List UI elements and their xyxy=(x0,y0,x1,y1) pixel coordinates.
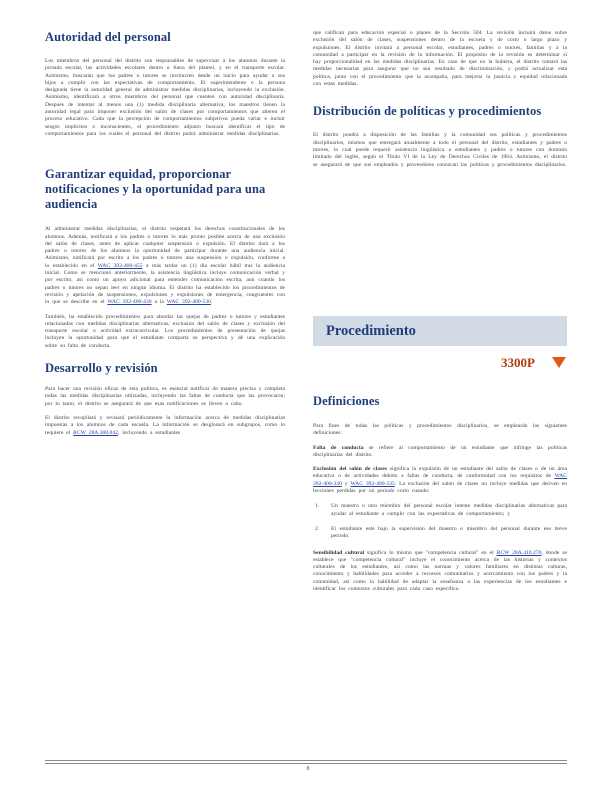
exclusion-text-c: . La exclusión del salón de clases no incluye medidas que deriven en lecciones perdidas por un periodo corto cuando: xyxy=(313,480,567,495)
procedimiento-banner xyxy=(313,316,567,346)
garantizar-heading: Garantizar equidad, proporcionar notificaciones y la oportunidad para una audiencia xyxy=(45,167,266,212)
desarrollo-paragraph-2 xyxy=(45,415,285,437)
down-triangle-icon xyxy=(552,357,566,368)
list-item xyxy=(313,503,567,518)
sensibilidad-cultural-definition xyxy=(313,550,567,594)
wac-392-400-330-link[interactable]: WAC 392-400-330 xyxy=(313,473,567,487)
footer-rule-bottom xyxy=(45,763,567,764)
desarrollo-paragraph-1: Para hacer una revisión eficaz de esta política, es esencial notificar de manera precisa y completa todas las medidas disciplinarias utilizadas, incluyendo las faltas de conducta que las provocaron; por lo tanto, el distrito se asegurará de que esas notificaciones se lleven a cabo. xyxy=(45,386,285,407)
garantizar-paragraph-1 xyxy=(45,226,285,306)
list-item-number: 2. xyxy=(315,525,320,532)
definiciones-intro: Para fines de todas las políticas y procedimientos disciplinarios, se emplearán las siguientes definiciones: xyxy=(313,423,567,437)
left-column xyxy=(45,30,285,437)
definiciones-heading: Definiciones xyxy=(313,394,380,408)
wac-392-400-455-link[interactable]: WAC 392-400-455 xyxy=(97,262,143,269)
wac-392-400-530-link[interactable]: WAC 392-400-530 xyxy=(166,299,211,306)
wac-392-400-335-link[interactable]: WAC 392-400-335 xyxy=(350,480,395,487)
distribucion-heading: Distribución de políticas y procedimientos xyxy=(313,104,542,119)
falta-de-conducta-term: Falta de conducta xyxy=(313,444,364,451)
page-number: 8 xyxy=(306,766,310,772)
list-item-text: Un maestro u otro miembro del personal escolar intente medidas disciplinarias alternativas para ayudar al estudiante a cumplir con las expectativas de comportamiento; y xyxy=(331,503,567,517)
exclusion-definition xyxy=(313,466,567,495)
autoridad-heading: Autoridad del personal xyxy=(45,30,171,44)
desarrollo-text-b: , incluyendo a estudiantes xyxy=(117,429,181,436)
policy-code: 3300P xyxy=(501,355,535,370)
distribucion-paragraph: El distrito pondrá a disposición de las familias y la comunidad sus políticas y procedimientos disciplinarios, mismos que entregará anualmente a todo el personal del distrito, estudiantes y padres o tutores, lo cual puede requerir asistencia lingüística a estudiantes y padres o tutores con dominio limitado del inglés, según el Título VI de la Ley de Derechos Civiles de 1964. Asimismo, el distrito se asegurará de que sus empleados y proveedores conozcan las políticas y procedimientos disciplinarios. xyxy=(313,132,567,168)
garantizar-text-d: . xyxy=(210,299,213,306)
garantizar-text-c: a la xyxy=(151,299,167,306)
right-column-lower xyxy=(313,394,567,593)
revision-continuation-paragraph: que califican para educación especial o planes de la Sección 504. La revisión incluirá datos sobre exclusión del salón de clases, suspensiones dentro de la escuela y de corto o largo plazo y expulsiones. El distrito invitará a personal escolar, estudiantes, padres o tutores, familias y a la comunidad a participar en la revisión de la información. El propósito de la revisión es determinar si hay proporcionalidad en las medidas disciplinarias. En caso de que no la hubiera, el distrito tomará las medidas necesarias para asegurar que no sea resultado de discriminación, y podrá actualizar esta política, junto con el procedimiento que la acompaña, para mejorar la justicia y equidad relacionada con estas medidas. xyxy=(313,30,567,88)
exclusion-text-a: significa la expulsión de un estudiante del salón de clases o de un área educativa o de actividades debido a faltas de conducta, de conformidad con los requisitos de xyxy=(313,466,567,480)
rcw-28a-410-270-link[interactable]: RCW 28A.410.270 xyxy=(496,549,542,556)
right-column-upper xyxy=(313,30,567,169)
garantizar-paragraph-2: También, ha establecido procedimientos para abordar las quejas de padres o tutores y estudiantes relacionadas con medidas disciplinarias alternativas, exclusión del salón de clases y exclusión del transporte escolar o actividad extracurricular. Los procedimientos de presentación de quejas incluyen la oportunidad para que el estudiante comparta su perspectiva y dé una explicación sobre su falta de conducta. xyxy=(45,313,285,349)
garantizar-text-a: Al administrar medidas disciplinarias, el distrito respetará los derechos constitucionales de los alumnos. Además, notificará a los padres o tutores lo más pronto posible acerca de una exclusión del salón de clases, antes de aplicar cualquier suspensión o expulsión. El distrito dará a los padres o tutores de los alumnos la oportunidad de participar durante una audiencia inicial. Asimismo, notificará por escrito a los padres o tutores una suspensión o expulsión, conforme a lo establecido en el xyxy=(45,226,285,269)
exclusion-term: Exclusión del salón de clases xyxy=(313,466,387,473)
autoridad-paragraph: Los miembros del personal del distrito son responsables de supervisar a los alumnos durante la jornada escolar, las actividades escolares dentro o fuera del plantel, y en el transporte escolar. Asimismo, buscarán que los padres o tutores se involucren desde un inicio para ayudar a sus hijos a cumplir con las expectativas de comportamiento. El superintendente o la persona designada tiene la autoridad general de administrar medidas disciplinarias, incluyendo la exclusión. Asimismo, identificará a otros miembros del personal que cuenten con autoridad disciplinaria. Después de intentar al menos una (1) medida disciplinaria alternativa, los maestros tienen la autoridad legal para imponer exclusión del salón de clases por comportamientos que alteren el proceso educativo. Cada que la percepción de comportamientos subjetivos pueda variar e incluir sesgos implícitos o inconscientes, el procedimiento adjunto buscará identificar el tipo de comportamientos para los cuales el personal del distrito podrá administrar medidas disciplinarias. xyxy=(45,58,285,137)
list-item-text: El estudiante esté bajo la supervisión del maestro o miembro del personal durante ese breve periodo. xyxy=(331,525,567,540)
list-item xyxy=(313,526,567,541)
list-item-number: 1. xyxy=(315,503,320,510)
falta-de-conducta-text: se refiere al comportamiento de un estudiante que infringe las políticas disciplinarias del distrito. xyxy=(313,444,567,458)
footer-rule-top xyxy=(45,760,567,761)
sensibilidad-text-b: , donde se establece que "competencia cultural" incluye el conocimiento acerca de las historias y contextos culturales de los estudiantes, así como las normas y valores familiares en distintas culturas, conocimiento y habilidades para acceder a recursos comunitarios y acercamiento con los padres y la comunidad, así como la habilidad de adaptar la enseñanza a las experiencias de los estudiantes e identificar los contextos culturales para cada caso específico. xyxy=(313,549,567,593)
sensibilidad-text-a: significa lo mismo que "competencia cultural" en el xyxy=(364,549,497,556)
garantizar-text-b: a más tardar un (1) día escolar hábil tras la audiencia inicial. Como se mencionó anteriormente, la asistencia lingüística incluye comunicación verbal y por escrito, así como un apoyo adicional para entender comunicación escrita, aun cuando los padres o tutores no sepan leer en ningún idioma. El distrito ha establecido los procedimientos de revisión y apelación de suspensiones, expulsiones y expulsiones de emergencia, congruentes con lo que se describe en el xyxy=(45,262,285,306)
desarrollo-text-a: El distrito recopilará y revisará periódicamente la información acerca de medidas disciplinarias impuestas a los alumnos de cada escuela. La información se desglosará en subgrupos, como lo requiere el xyxy=(45,414,285,436)
exclusion-text-b: y xyxy=(341,480,351,487)
procedimiento-title: Procedimiento xyxy=(326,323,416,339)
wac-392-400-430-link[interactable]: WAC 392-400-430 xyxy=(107,299,152,306)
desarrollo-heading: Desarrollo y revisión xyxy=(45,361,158,376)
rcw-28a-300-042-link[interactable]: RCW 28A.300.042 xyxy=(73,429,118,436)
falta-de-conducta-definition xyxy=(313,445,567,460)
sensibilidad-cultural-term: Sensibilidad cultural xyxy=(313,549,365,556)
